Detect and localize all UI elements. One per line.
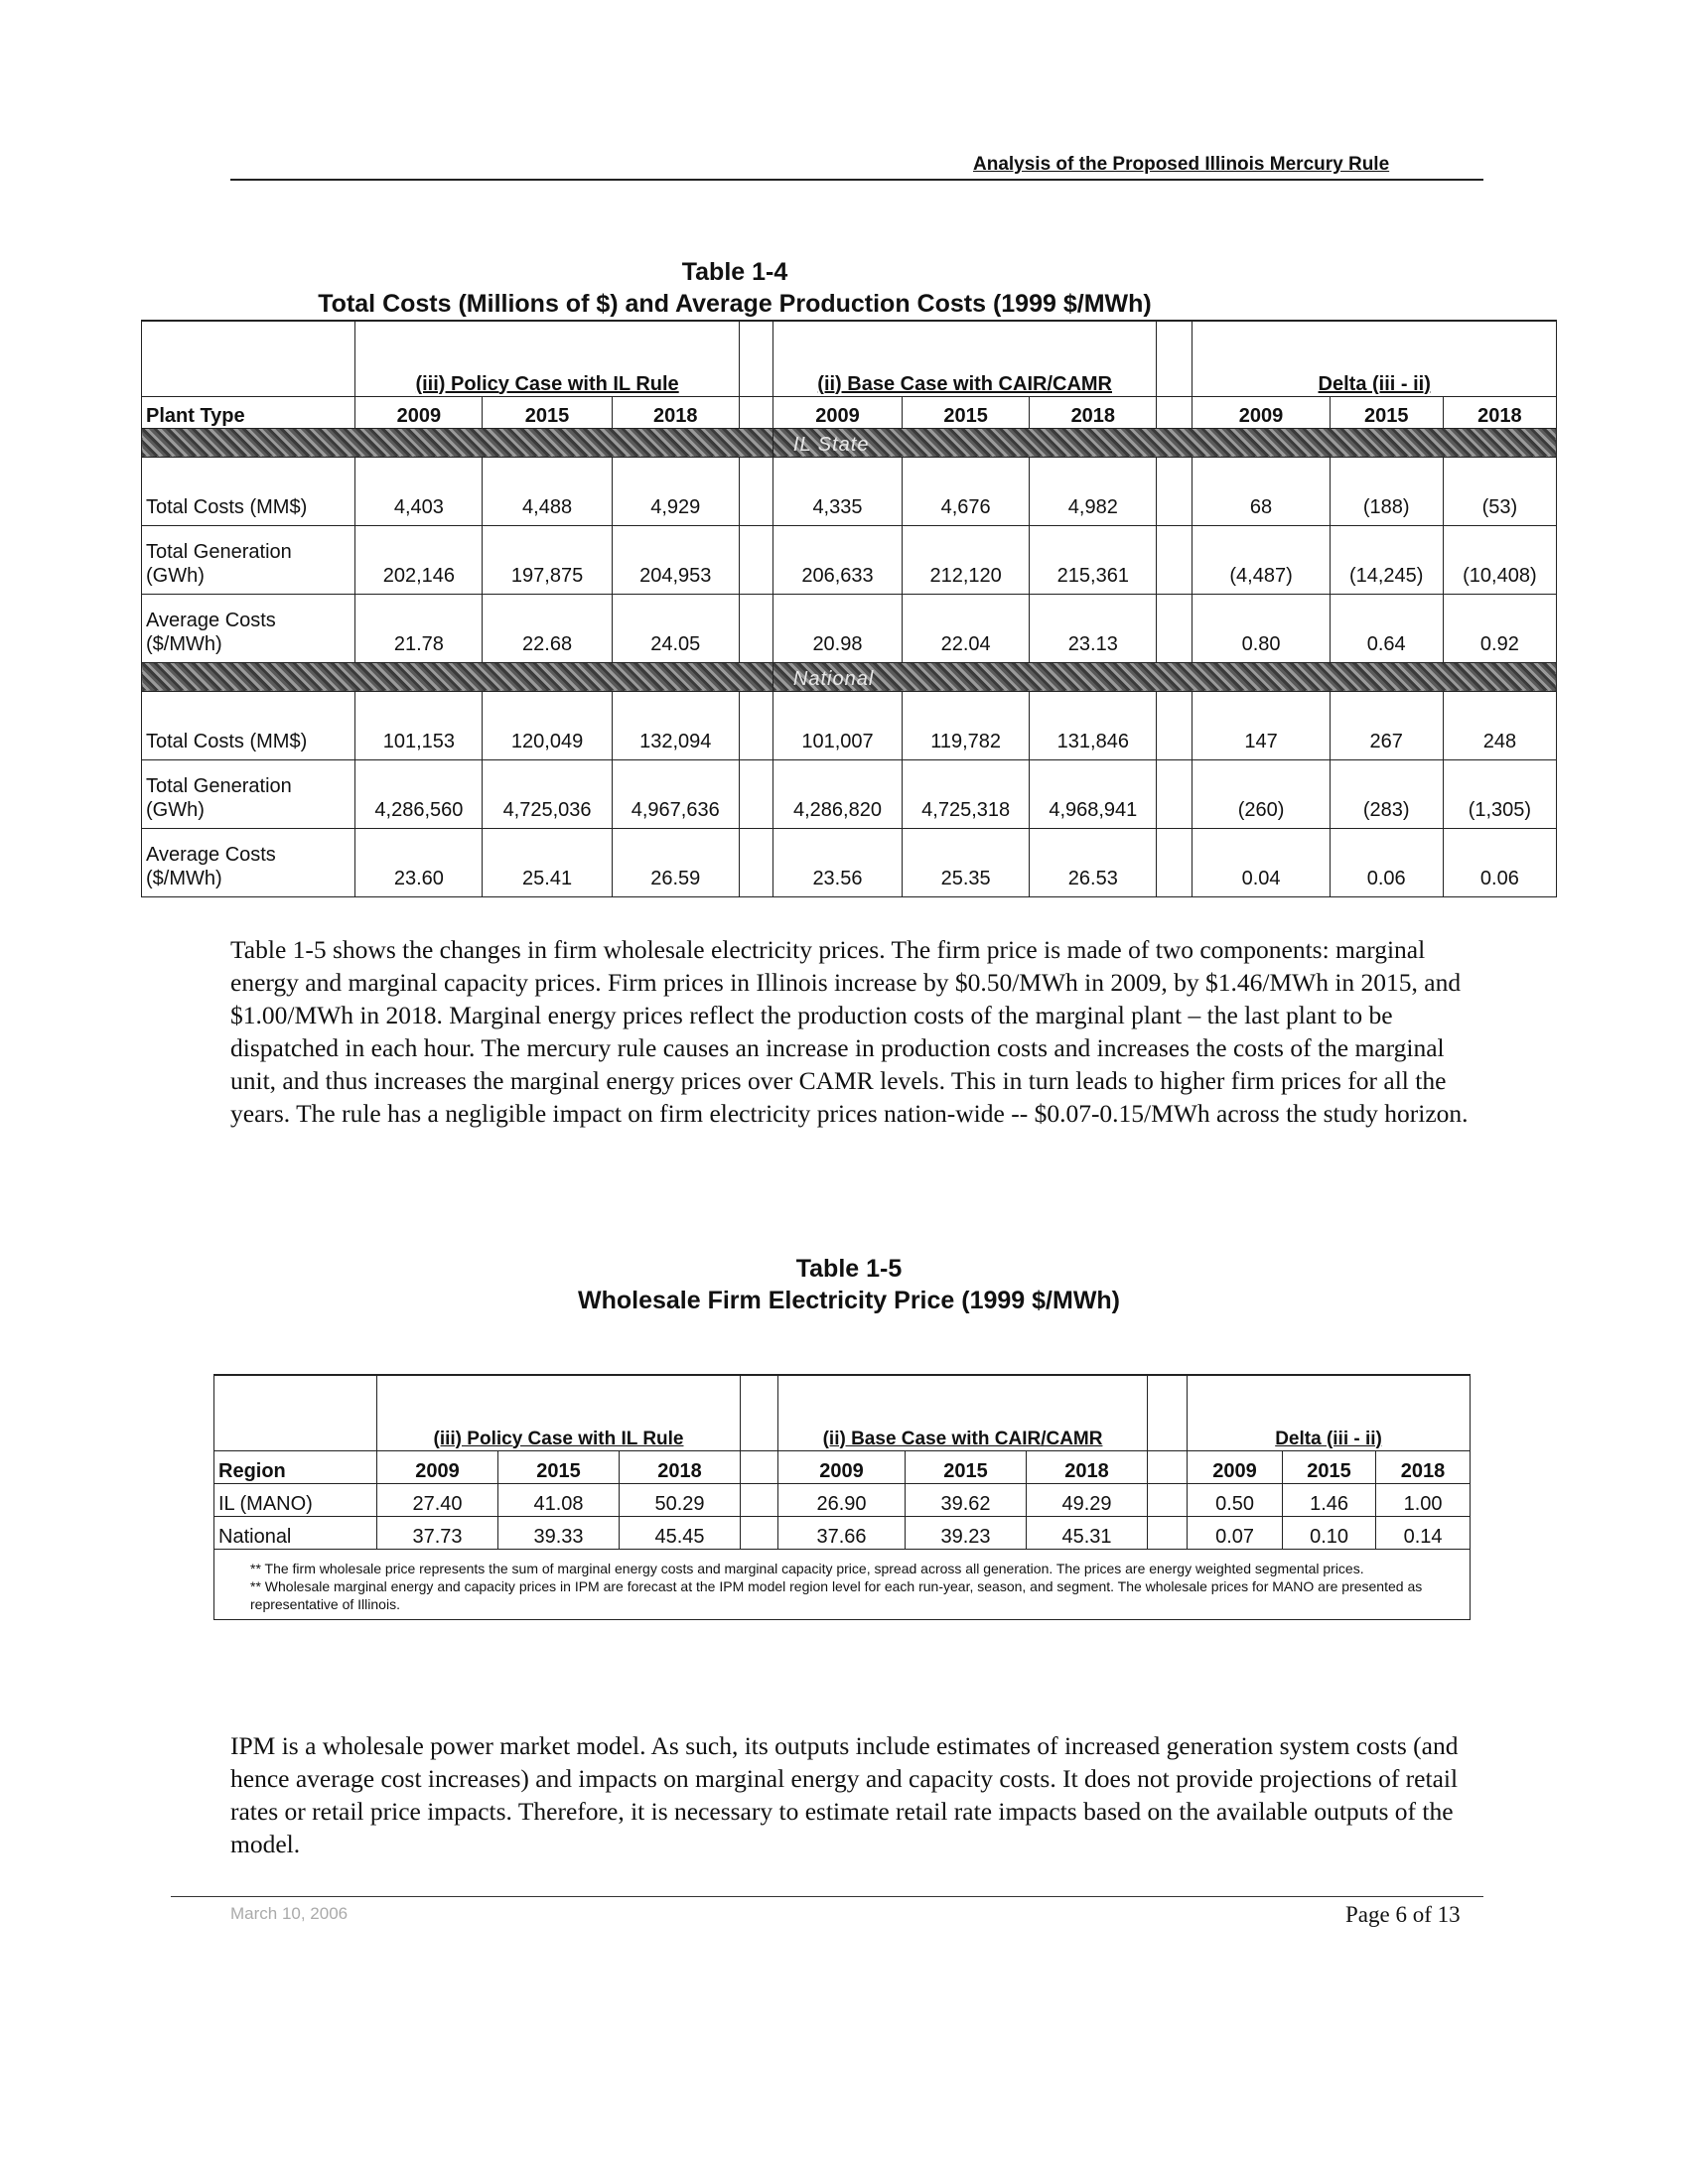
gap-cell — [741, 1516, 778, 1549]
value-cell: 1.00 — [1376, 1483, 1471, 1516]
value-cell: 0.64 — [1330, 594, 1443, 662]
value-cell: 147 — [1193, 691, 1330, 759]
gap-cell — [1157, 321, 1193, 396]
gap-cell — [1157, 594, 1193, 662]
value-cell: 119,782 — [903, 691, 1030, 759]
value-cell: 39.62 — [906, 1483, 1027, 1516]
value-cell: 45.31 — [1027, 1516, 1148, 1549]
value-cell: (188) — [1330, 457, 1443, 525]
band-il-state — [142, 428, 1557, 457]
value-cell: 132,094 — [612, 691, 739, 759]
gap-cell — [1148, 1483, 1188, 1516]
value-cell: 27.40 — [377, 1483, 498, 1516]
footer-rule — [171, 1896, 1483, 1897]
gap-cell — [1157, 457, 1193, 525]
value-cell: 39.23 — [906, 1516, 1027, 1549]
gap-cell — [1148, 1375, 1188, 1450]
page-number: Page 6 of 13 — [1345, 1902, 1461, 1927]
row-label: Total Costs (MM$) — [142, 457, 355, 525]
gap-cell — [739, 396, 772, 428]
value-cell: 0.14 — [1376, 1516, 1471, 1549]
table-1-5 — [213, 1374, 1471, 1620]
year-header: 2015 — [483, 396, 612, 428]
gap-cell — [739, 594, 772, 662]
value-cell: (4,487) — [1193, 525, 1330, 594]
row-label: Total Costs (MM$) — [142, 691, 355, 759]
value-cell: 37.66 — [778, 1516, 906, 1549]
gap-cell — [741, 1483, 778, 1516]
row-label: Average Costs ($/MWh) — [142, 594, 355, 662]
value-cell: 248 — [1443, 691, 1556, 759]
gap-cell — [1157, 691, 1193, 759]
running-header: Analysis of the Proposed Illinois Mercury Rule — [973, 154, 1390, 175]
table-row — [214, 1516, 1471, 1549]
table4-caption — [139, 256, 1331, 320]
gap-cell — [741, 1375, 778, 1450]
gap-cell — [739, 457, 772, 525]
value-cell: 215,361 — [1030, 525, 1157, 594]
table-row — [142, 759, 1557, 828]
gap-cell — [739, 525, 772, 594]
gap-cell — [1148, 1516, 1188, 1549]
value-cell: 0.04 — [1193, 828, 1330, 896]
year-header: 2009 — [355, 396, 483, 428]
value-cell: 4,286,560 — [355, 759, 483, 828]
band-label-il-state: IL State — [772, 428, 1556, 457]
value-cell: 20.98 — [772, 594, 902, 662]
gap-cell — [1157, 396, 1193, 428]
value-cell: (260) — [1193, 759, 1330, 828]
il-state-rows — [142, 457, 1557, 662]
table-row — [142, 594, 1557, 662]
value-cell: 26.59 — [612, 828, 739, 896]
table4-title: Total Costs (Millions of $) and Average Production Costs (1999 $/MWh) — [318, 290, 1152, 318]
value-cell: 197,875 — [483, 525, 612, 594]
value-cell: 4,403 — [355, 457, 483, 525]
region-header: Region — [214, 1450, 377, 1483]
table5-footnotes — [214, 1549, 1471, 1619]
value-cell: 49.29 — [1027, 1483, 1148, 1516]
value-cell: 25.41 — [483, 828, 612, 896]
value-cell: 212,120 — [903, 525, 1030, 594]
header-rule — [230, 179, 1483, 181]
year-header: 2009 — [377, 1450, 498, 1483]
group-header-base: (ii) Base Case with CAIR/CAMR — [778, 1375, 1148, 1450]
row-label: Average Costs ($/MWh) — [142, 828, 355, 896]
gap-cell — [1157, 828, 1193, 896]
value-cell: 41.08 — [498, 1483, 620, 1516]
corner-cell — [214, 1375, 377, 1450]
year-header: 2009 — [1193, 396, 1330, 428]
value-cell: 4,725,318 — [903, 759, 1030, 828]
value-cell: 68 — [1193, 457, 1330, 525]
gap-cell — [739, 759, 772, 828]
value-cell: 23.13 — [1030, 594, 1157, 662]
table5-title: Wholesale Firm Electricity Price (1999 $/MWh) — [577, 1287, 1121, 1314]
value-cell: 4,286,820 — [772, 759, 902, 828]
value-cell: 37.73 — [377, 1516, 498, 1549]
corner-cell — [142, 321, 355, 396]
value-cell: 131,846 — [1030, 691, 1157, 759]
group-header-delta: Delta (iii - ii) — [1188, 1375, 1471, 1450]
year-header: 2018 — [1443, 396, 1556, 428]
gap-cell — [739, 691, 772, 759]
group-header-policy: (iii) Policy Case with IL Rule — [355, 321, 740, 396]
year-header: 2018 — [620, 1450, 741, 1483]
value-cell: 4,676 — [903, 457, 1030, 525]
value-cell: 4,982 — [1030, 457, 1157, 525]
band-national — [142, 662, 1557, 691]
value-cell: 202,146 — [355, 525, 483, 594]
value-cell: 50.29 — [620, 1483, 741, 1516]
value-cell: (283) — [1330, 759, 1443, 828]
value-cell: 4,967,636 — [612, 759, 739, 828]
footnote: ** The firm wholesale price represents the sum of marginal energy costs and marginal capacity price, spread across all generation. The prices are energy weighted segmental prices. — [250, 1560, 1364, 1576]
year-header: 2009 — [772, 396, 902, 428]
table-row — [142, 525, 1557, 594]
table-row — [142, 828, 1557, 896]
region-rows — [214, 1483, 1471, 1549]
group-header-base: (ii) Base Case with CAIR/CAMR — [772, 321, 1157, 396]
year-header: 2015 — [906, 1450, 1027, 1483]
value-cell: 0.10 — [1283, 1516, 1376, 1549]
value-cell: 45.45 — [620, 1516, 741, 1549]
year-header: 2015 — [1330, 396, 1443, 428]
value-cell: (14,245) — [1330, 525, 1443, 594]
value-cell: (1,305) — [1443, 759, 1556, 828]
band-label-national: National — [772, 662, 1556, 691]
value-cell: 1.46 — [1283, 1483, 1376, 1516]
gap-cell — [1157, 759, 1193, 828]
value-cell: 4,488 — [483, 457, 612, 525]
row-label: Total Generation (GWh) — [142, 759, 355, 828]
group-header-delta: Delta (iii - ii) — [1193, 321, 1557, 396]
value-cell: 24.05 — [612, 594, 739, 662]
value-cell: 4,929 — [612, 457, 739, 525]
table5-number: Table 1-5 — [795, 1255, 903, 1283]
table-row — [142, 691, 1557, 759]
value-cell: 39.33 — [498, 1516, 620, 1549]
paragraph-ipm-model: IPM is a wholesale power market model. As such, its outputs include estimates of increased generation system costs (and hence average cost increases) and impacts on marginal energy and capacity costs. It does not provide projections of retail rates or retail price impacts. Therefore, it is necessary to estimate retail rate impacts based on the available outputs of the model. — [230, 1731, 1459, 1858]
table-1-4 — [141, 320, 1557, 897]
value-cell: 26.53 — [1030, 828, 1157, 896]
value-cell: 120,049 — [483, 691, 612, 759]
value-cell: 25.35 — [903, 828, 1030, 896]
value-cell: 0.92 — [1443, 594, 1556, 662]
year-header: 2018 — [612, 396, 739, 428]
value-cell: 0.07 — [1188, 1516, 1283, 1549]
plant-type-header: Plant Type — [142, 396, 355, 428]
year-header: 2009 — [778, 1450, 906, 1483]
table-row — [142, 457, 1557, 525]
value-cell: 0.06 — [1330, 828, 1443, 896]
national-rows — [142, 691, 1557, 896]
row-label: Total Generation (GWh) — [142, 525, 355, 594]
table-row — [214, 1483, 1471, 1516]
value-cell: 0.80 — [1193, 594, 1330, 662]
gap-cell — [739, 321, 772, 396]
table4-number: Table 1-4 — [681, 258, 788, 286]
gap-cell — [1157, 525, 1193, 594]
value-cell: 0.50 — [1188, 1483, 1283, 1516]
value-cell: 0.06 — [1443, 828, 1556, 896]
value-cell: 4,968,941 — [1030, 759, 1157, 828]
value-cell: 23.56 — [772, 828, 902, 896]
value-cell: 26.90 — [778, 1483, 906, 1516]
year-header: 2015 — [498, 1450, 620, 1483]
gap-cell — [739, 828, 772, 896]
year-header: 2015 — [903, 396, 1030, 428]
value-cell: 206,633 — [772, 525, 902, 594]
footnote: ** Wholesale marginal energy and capacity prices in IPM are forecast at the IPM model region level for each run-year, season, and segment. The wholesale prices for MANO are presented as representative of Illinois. — [250, 1577, 1423, 1612]
year-header: 2018 — [1376, 1450, 1471, 1483]
value-cell: 4,335 — [772, 457, 902, 525]
value-cell: 22.68 — [483, 594, 612, 662]
year-header: 2009 — [1188, 1450, 1283, 1483]
value-cell: 21.78 — [355, 594, 483, 662]
value-cell: (53) — [1443, 457, 1556, 525]
year-header: 2015 — [1283, 1450, 1376, 1483]
paragraph-table-1-5-discussion: Table 1-5 shows the changes in firm wholesale electricity prices. The firm price is made of two components: marginal energy and marginal capacity prices. Firm prices in Illinois increase by $0.50/MWh in 2009, by $1.46/MWh in 2015, and $1.00/MWh in 2018. Marginal energy prices reflect the production costs of the marginal plant – the last plant to be dispatched in each hour. The mercury rule causes an increase in production costs and increases the costs of the marginal unit, and thus increases the marginal energy prices over CAMR levels. This in turn leads to higher firm prices for all the years. The rule has a negligible impact on firm electricity prices nation-wide -- $0.07-0.15/MWh across the study horizon. — [230, 935, 1469, 1128]
value-cell: (10,408) — [1443, 525, 1556, 594]
row-label: National — [214, 1516, 377, 1549]
value-cell: 204,953 — [612, 525, 739, 594]
value-cell: 4,725,036 — [483, 759, 612, 828]
gap-cell — [741, 1450, 778, 1483]
value-cell: 23.60 — [355, 828, 483, 896]
value-cell: 101,153 — [355, 691, 483, 759]
row-label: IL (MANO) — [214, 1483, 377, 1516]
value-cell: 267 — [1330, 691, 1443, 759]
year-header: 2018 — [1027, 1450, 1148, 1483]
value-cell: 22.04 — [903, 594, 1030, 662]
gap-cell — [1148, 1450, 1188, 1483]
group-header-policy: (iii) Policy Case with IL Rule — [377, 1375, 741, 1450]
value-cell: 101,007 — [772, 691, 902, 759]
footer-date: March 10, 2006 — [230, 1904, 349, 1923]
table5-caption — [298, 1253, 1400, 1316]
year-header: 2018 — [1030, 396, 1157, 428]
